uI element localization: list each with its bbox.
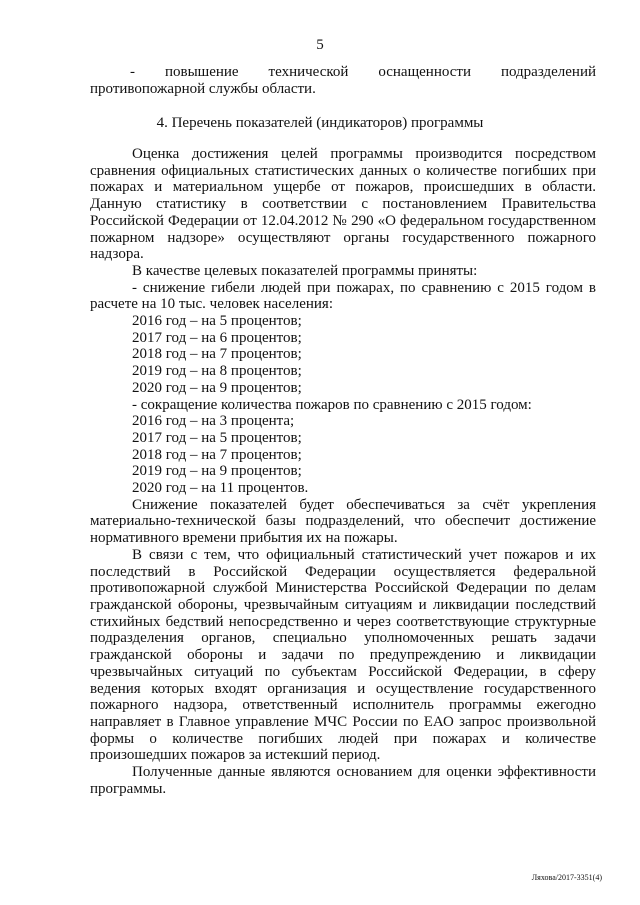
list-item: 2017 год – на 5 процентов; [132, 429, 302, 446]
list-item: 2018 год – на 7 процентов; [132, 346, 302, 363]
paragraph-conclusion: Полученные данные являются основанием для оценки эффективности программы. [90, 764, 596, 797]
body-text [90, 146, 596, 797]
page-number: 5 [316, 37, 324, 53]
list-item: 2019 год – на 8 процентов; [132, 363, 302, 380]
intro-line-1: - повышение технической оснащенности подразделений [130, 64, 596, 80]
indicator-deaths-title: - снижение гибели людей при пожарах, по сравнению с 2015 годом в расчете на 10 тыс. человек населения: [90, 279, 596, 313]
section-heading: 4. Перечень показателей (индикаторов) программы [156, 115, 484, 131]
list-item: 2017 год – на 6 процентов; [132, 329, 302, 346]
list-item: 2019 год – на 9 процентов; [132, 463, 302, 480]
list-item: 2020 год – на 9 процентов; [132, 379, 302, 396]
paragraph-statistics: В связи с тем, что официальный статистический учет пожаров и их последствий в Российской Федерации осуществляется федеральной противопожарной службой Министерства Российской Федерации по делам гражданской обороны, чрезвычайным ситуациям и ликвидации последствий стихийных бедствий непосредственно и через соответствующие структурные подразделения органов, специально уполномоченных решать задачи гражданской обороны и задачи по предупреждению и ликвидации чрезвычайных ситуаций по субъектам Российской Федерации, в сферу ведения которых входят организация и осуществление государственного пожарного надзора, ответственный исполнитель программы ежегодно направляет в Главное управление МЧС России по ЕАО запрос произвольной формы о количестве погибших людей при пожарах и количестве произошедших пожаров за истекший период. [90, 546, 596, 764]
indicator-deaths-list [90, 313, 596, 397]
list-item: 2020 год – на 11 процентов. [132, 480, 309, 497]
intro-line-2: противопожарной службы области. [90, 80, 316, 97]
paragraph-evaluation: Оценка достижения целей программы производится посредством сравнения официальных статистических данных о количестве погибших при пожарах и материальном ущербе от пожаров, происшедших в области. Данную статистику в соответствии с постановлением Правительства Российской Федерации от 12.04.2012 № 290 «О федеральном государственном пожарном надзоре» осуществляют органы государственного пожарного надзора. [90, 146, 596, 263]
list-item: 2016 год – на 3 процента; [132, 413, 295, 430]
paragraph-targets-intro: В качестве целевых показателей программы приняты: [132, 262, 478, 279]
indicator-fires-list [90, 413, 596, 497]
paragraph-reduction: Снижение показателей будет обеспечиваться за счёт укрепления материально-технической базы подразделений, что обеспечит достижение нормативного времени прибытия их на пожары. [90, 496, 596, 547]
list-item: 2018 год – на 7 процентов; [132, 446, 302, 463]
document-code: Ляхова/2017-3351(4) [531, 873, 602, 882]
list-item: 2016 год – на 5 процентов; [132, 313, 302, 330]
intro-block [90, 64, 596, 97]
indicator-fires-title: - сокращение количества пожаров по сравнению с 2015 годом: [132, 396, 532, 413]
